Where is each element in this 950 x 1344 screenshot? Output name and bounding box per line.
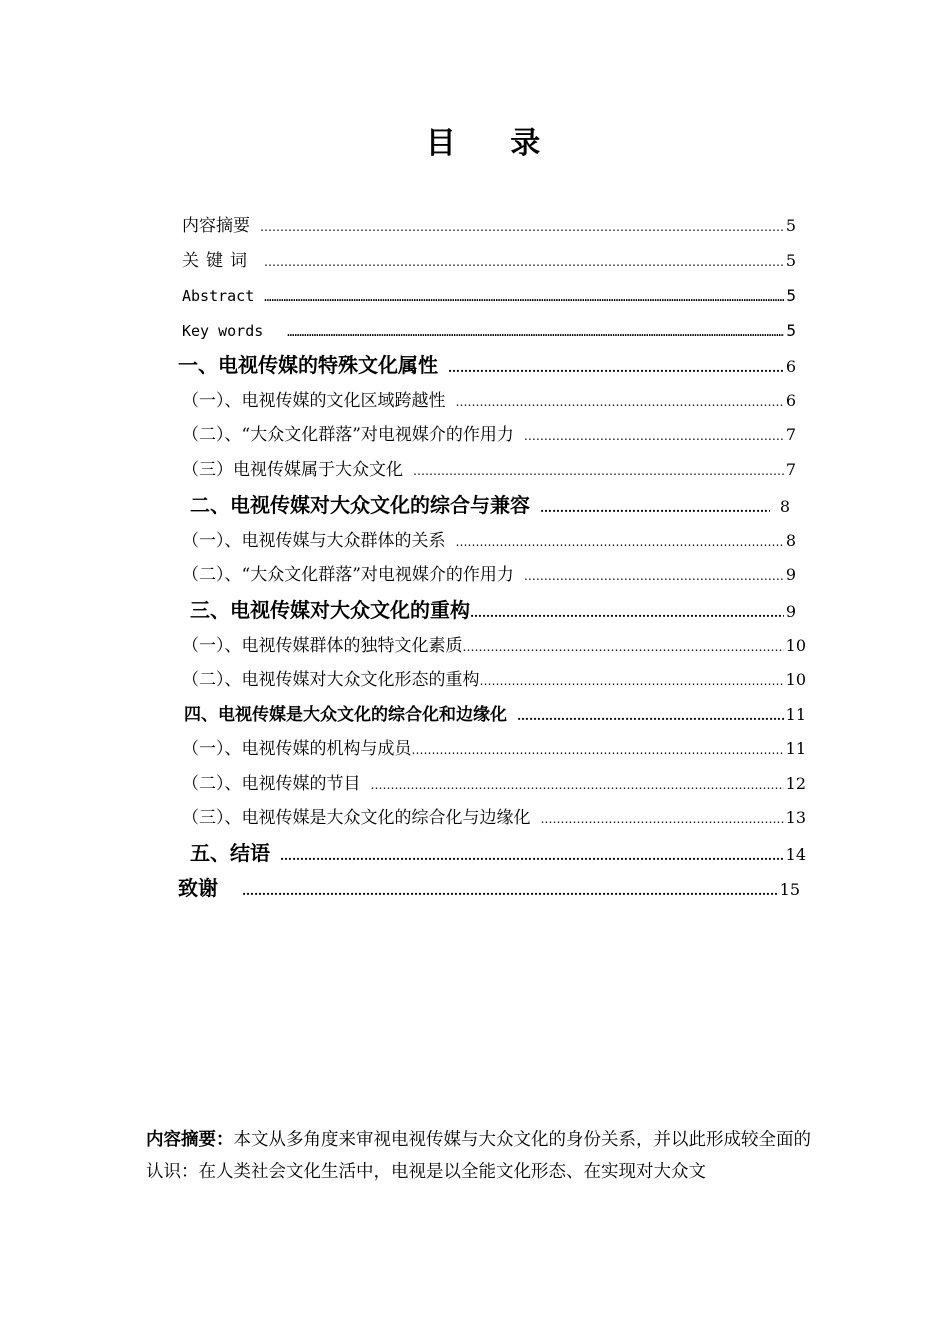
toc-entry-label: 一、电视传媒的特殊文化属性: [178, 353, 438, 377]
toc-leader-dots: [456, 528, 784, 556]
toc-entry-label: Key words: [182, 322, 264, 340]
toc-leader-dots: [280, 842, 784, 870]
toc-leader-dots: [287, 318, 784, 346]
toc-entry-label: （三）、电视传媒是大众文化的综合化与边缘化: [182, 808, 531, 828]
toc-entry-page: 9: [785, 565, 796, 584]
toc-entry-page: 11: [785, 705, 806, 724]
toc-leader-dots: [413, 457, 784, 485]
toc-leader-dots: [541, 805, 784, 833]
toc-entry[interactable]: [182, 282, 796, 310]
toc-entry-label: 五、结语: [190, 841, 270, 865]
toc-entry-label: Abstract: [182, 287, 255, 305]
toc-entry-page: 5: [786, 286, 796, 305]
toc-entry[interactable]: [182, 666, 806, 694]
toc-leader-dots: [524, 422, 784, 450]
toc-entry-label: （一）、电视传媒群体的独特文化素质: [182, 636, 463, 656]
toc-entry-label: 关键词: [182, 251, 254, 271]
toc-entry[interactable]: [182, 770, 806, 798]
toc-entry-label: （二）、“大众文化群落”对电视媒介的作用力: [182, 425, 514, 445]
toc-leader-dots: [371, 771, 784, 799]
toc-entry-label: 四、电视传媒是大众文化的综合化和边缘化: [184, 705, 507, 725]
toc-entry[interactable]: [182, 317, 796, 345]
toc-entry-label: （二）、电视传媒的节目: [182, 774, 361, 794]
toc-entry-page: 15: [779, 880, 800, 899]
toc-leader-dots: [264, 283, 784, 311]
toc-leader-dots: [448, 354, 784, 382]
toc-entry[interactable]: [190, 491, 790, 519]
toc-entry[interactable]: [182, 632, 806, 660]
toc-entry[interactable]: [190, 839, 806, 867]
toc-leader-dots: [540, 494, 770, 522]
toc-entry[interactable]: [190, 596, 796, 624]
toc-entry[interactable]: [182, 247, 796, 275]
abstract-paragraph: [146, 1124, 812, 1188]
toc-entry-page: 11: [785, 739, 806, 758]
toc-entry-page: 10: [785, 636, 806, 655]
toc-entry-page: 10: [785, 670, 806, 689]
toc-leader-dots: [412, 736, 784, 764]
toc-entry-page: 5: [785, 216, 796, 235]
toc-entry[interactable]: [182, 735, 806, 763]
toc-entry-label: （一）、电视传媒的文化区域跨越性: [182, 391, 446, 411]
toc-entry-label: （一）、电视传媒的机构与成员: [182, 739, 412, 759]
toc-entry-label: （三）电视传媒属于大众文化: [182, 460, 403, 480]
toc-entry[interactable]: [178, 874, 800, 902]
toc-entry-page: 14: [785, 845, 806, 864]
toc-entry[interactable]: [182, 456, 796, 484]
toc-entry[interactable]: [182, 561, 796, 589]
abstract-label: 内容摘要：: [146, 1130, 234, 1150]
toc-entry-page: 5: [785, 251, 796, 270]
toc-entry-page: 8: [779, 497, 790, 516]
toc-entry[interactable]: [184, 701, 806, 729]
toc-entry[interactable]: [178, 351, 796, 379]
toc-entry-label: 致谢: [178, 876, 218, 900]
toc-entry-label: （一）、电视传媒与大众群体的关系: [182, 531, 446, 551]
toc-leader-dots: [260, 213, 784, 241]
toc-leader-dots: [524, 562, 784, 590]
abstract-text: 本文从多角度来审视电视传媒与大众文化的身份关系，并以此形成较全面的认识：在人类社会文化生活中，电视是以全能文化形态、在实现对大众文: [146, 1130, 811, 1182]
toc-leader-dots: [242, 877, 778, 905]
toc-entry[interactable]: [182, 387, 796, 415]
toc-entry-label: （二）、“大众文化群落”对电视媒介的作用力: [182, 565, 514, 585]
toc-entry-page: 5: [786, 321, 796, 340]
toc-leader-dots: [456, 388, 784, 416]
toc-entry-page: 6: [785, 391, 796, 410]
toc-entry[interactable]: [182, 804, 806, 832]
toc-entry-label: 三、电视传媒对大众文化的重构: [190, 598, 470, 622]
toc-leader-dots: [480, 667, 784, 695]
toc-entry-page: 8: [785, 531, 796, 550]
toc-entry[interactable]: [182, 212, 796, 240]
toc-entry-page: 13: [785, 808, 806, 827]
toc-entry-page: 12: [785, 774, 806, 793]
toc-entry-label: （二）、电视传媒对大众文化形态的重构: [182, 670, 480, 690]
page-title: 目 录: [425, 126, 563, 161]
toc-entry-page: 6: [785, 357, 796, 376]
toc-entry-label: 内容摘要: [182, 216, 250, 236]
toc-entry-page: 7: [785, 460, 796, 479]
toc-entry[interactable]: [182, 421, 796, 449]
toc-leader-dots: [517, 702, 784, 730]
toc-entry-label: 二、电视传媒对大众文化的综合与兼容: [190, 493, 530, 517]
toc-entry-page: 7: [785, 425, 796, 444]
toc-leader-dots: [264, 248, 784, 276]
toc-leader-dots: [463, 633, 784, 661]
toc-leader-dots: [470, 599, 784, 627]
toc-entry-page: 9: [785, 602, 796, 621]
toc-entry[interactable]: [182, 527, 796, 555]
